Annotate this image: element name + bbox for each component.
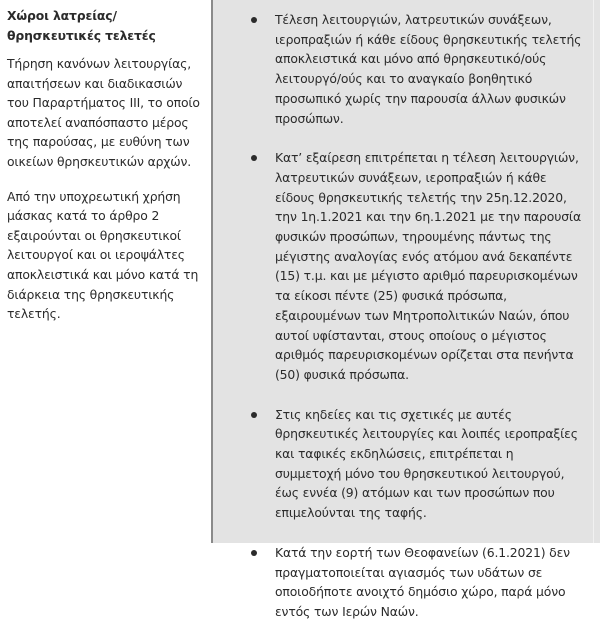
measures-list: [251, 10, 582, 622]
category-paragraph-1: Τήρηση κανόνων λειτουργίας, απαιτήσεων και διαδικασιών του Παραρτήματος ΙΙΙ, το οποίο αποτελεί αναπόσπαστο μέρος της παρούσας, με ευθύνη των οικείων θρησκευτικών αρχών.: [7, 56, 200, 169]
list-item-text: Τέλεση λειτουργιών, λατρευτικών συνάξεων, ιεροπραξιών ή κάθε είδους θρησκευτικής τελετής αποκλειστικά και μόνο από θρησκευτικό/ούς λειτουργό/ούς και το αναγκαίο βοηθητικό προσωπικό χωρίς την παρουσία άλλων φυσικών προσώπων.: [275, 12, 582, 126]
category-paragraph-2: Από την υποχρεωτική χρήση μάσκας κατά το άρθρο 2 εξαιρούνται οι θρησκευτικοί λειτουργοί και οι ιεροψάλτες αποκλειστικά και μόνο κατά τη διάρκεια της θρησκευτικής τελετής.: [7, 188, 199, 322]
bullet-icon: [251, 155, 257, 161]
cell-edge-line: [593, 0, 594, 543]
category-title: Χώροι λατρείας/θρησκευτικές τελετές: [7, 8, 156, 43]
list-item-text: Κατά την εορτή των Θεοφανείων (6.1.2021) δεν πραγματοποιείται αγιασμός των υδάτων σε οποιοδήποτε ανοιχτό δημόσιο χώρο, παρά μόνο εντός των Ιερών Ναών.: [275, 544, 570, 619]
bullet-icon: [251, 550, 257, 556]
list-item-text: Στις κηδείες και τις σχετικές με αυτές θρησκευτικές λειτουργίες και λοιπές ιεροπραξίες και ταφικές εκδηλώσεις, επιτρέπεται η συμμετοχή μόνο του θρησκευτικού λειτουργού, έως εννέα (9) ατόμων και των προσώπων που επιμελούνται της ταφής.: [275, 406, 578, 521]
list-item: [251, 405, 582, 523]
bullet-icon: [251, 17, 257, 23]
bullet-icon: [251, 412, 257, 418]
list-item: [251, 10, 582, 128]
list-item: [251, 543, 582, 622]
list-item: [251, 148, 582, 384]
category-cell: [0, 0, 211, 543]
measures-cell: [213, 0, 600, 619]
list-item-text: Κατ’ εξαίρεση επιτρέπεται η τέλεση λειτουργιών, λατρευτικών συνάξεων, ιεροπραξιών ή κάθε είδους θρησκευτικής τελετής την 25η.12.2020, την 1η.1.2021 και την 6η.1.2021 με την παρουσία φυσικών προσώπων, τηρουμένης πάντως της μέγιστης αναλογίας ενός ατόμου ανά δεκαπέντε (15) τ.μ. και με μέγιστο αριθμό παρευρισκομένων τα είκοσι πέντε (25) φυσικά πρόσωπα, εξαιρουμένων των Μητροπολιτικών Ναών, όπου αυτοί υφίστανται, στους οποίους ο μέγιστος αριθμός παρευρισκομένων ορίζεται στα πενήντα (50) φυσικά πρόσωπα.: [275, 150, 581, 382]
